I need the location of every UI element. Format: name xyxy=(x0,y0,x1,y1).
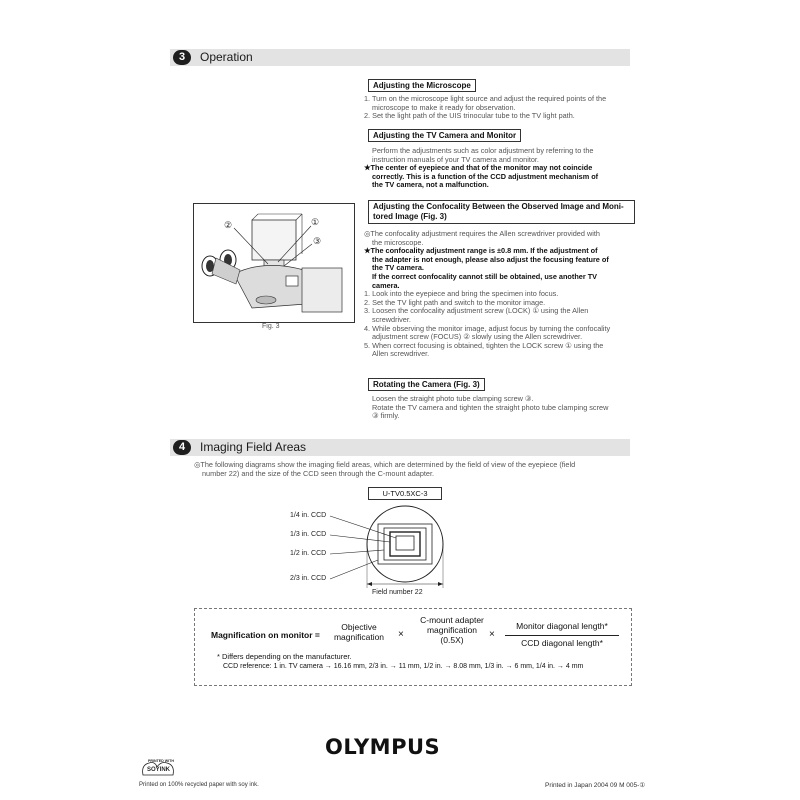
microscope-illustration xyxy=(194,204,354,322)
recycled-paper-note: Printed on 100% recycled paper with soy ink. xyxy=(139,782,259,788)
soy-ink-badge: PRINTED WITH SOYINK xyxy=(139,757,179,779)
callout-1: ① xyxy=(311,217,320,227)
section-4-header xyxy=(170,439,630,456)
adjust-tv-text: Perform the adjustments such as color adjustment by referring to the instruction manuals of your TV camera and monitor. ★The center of eyepiece and that of the monitor may not coincide correctly. This is a function of the CCD adjustment mechanism of the TV camera, not a malfunction. xyxy=(364,146,599,190)
formula-times-2: × xyxy=(489,629,495,640)
formula-footnote: * Differs depending on the manufacturer. xyxy=(217,652,352,661)
formula-lhs: Magnification on monitor = xyxy=(211,630,320,640)
olympus-logo: OLYMPUS xyxy=(325,735,441,759)
section-4-intro: ◎The following diagrams show the imaging field areas, which are determined by the field of view of the eyepiece (field number 22) and the size of the CCD seen through the C-mount adapter. xyxy=(194,460,576,478)
adjust-microscope-text: 1. Turn on the microscope light source and adjust the required points of the microscope to make it ready for observation. 2. Set the light path of the UIS trinocular tube to the TV light path. xyxy=(364,94,607,121)
ccd-label-quarter: 1/4 in. CCD xyxy=(290,512,327,519)
figure-3-microscope xyxy=(193,203,355,323)
section-number: 4 xyxy=(173,440,191,455)
figure-3-caption: Fig. 3 xyxy=(262,323,280,330)
callout-2: ② xyxy=(224,220,233,230)
section-title: Imaging Field Areas xyxy=(200,440,307,454)
formula-cmount: C-mount adapter magnification (0.5X) xyxy=(420,615,484,645)
formula-numerator: Monitor diagonal length* xyxy=(516,621,608,631)
ccd-label-two-thirds: 2/3 in. CCD xyxy=(290,575,327,582)
rotating-text: Loosen the straight photo tube clamping screw ③. Rotate the TV camera and tighten the straight photo tube clamping screw ③ firmly. xyxy=(372,394,609,421)
callout-3: ③ xyxy=(313,236,322,246)
formula-times-1: × xyxy=(398,629,404,640)
ccd-reference: CCD reference: 1 in. TV camera → 16.16 mm, 2/3 in. → 11 mm, 1/2 in. → 8.08 mm, 1/3 in. → 6 mm, 1/4 in. → 4 mm xyxy=(223,663,584,670)
section-title: Operation xyxy=(200,50,253,64)
heading-adjust-microscope: Adjusting the Microscope xyxy=(368,79,476,92)
heading-confocality: Adjusting the Confocality Between the Observed Image and Moni- tored Image (Fig. 3) xyxy=(368,200,635,224)
heading-rotating-camera: Rotating the Camera (Fig. 3) xyxy=(368,378,485,391)
print-info: Printed in Japan 2004 09 M 005-① xyxy=(545,782,646,789)
section-number: 3 xyxy=(173,50,191,65)
field-number-label: Field number 22 xyxy=(372,589,423,596)
magnification-formula-box xyxy=(194,608,632,686)
heading-adjust-tv: Adjusting the TV Camera and Monitor xyxy=(368,129,521,142)
formula-denominator: CCD diagonal length* xyxy=(521,638,603,648)
section-3-header xyxy=(170,49,630,66)
confocality-text: ◎The confocality adjustment requires the Allen screwdriver provided with the microscope. ★The confocality adjustment range is ±0.8 mm. If the adjustment of the adapter is not enough, please also adjust the focusing feature of the TV camera. If the correct confocality cannot still be obtained, use another TV camera. 1. Look into the eyepiece and bring the specimen into focus. 2. Set the TV light path and switch to the monitor image. 3. Loosen the confocality adjustment screw (LOCK) ① using the Allen screwdriver. 4. While observing the monitor image, adjust focus by turning the confocality adjustment screw (FOCUS) ② slowly using the Allen screwdriver. 5. When correct focusing is obtained, tighten the LOCK screw ① using the Allen screwdriver. xyxy=(364,229,611,359)
formula-objective: Objective magnification xyxy=(333,622,385,642)
ccd-label-third: 1/3 in. CCD xyxy=(290,531,327,538)
ccd-label-half: 1/2 in. CCD xyxy=(290,550,327,557)
adapter-label: U-TV0.5XC-3 xyxy=(368,487,442,500)
formula-fraction-bar xyxy=(505,635,619,636)
